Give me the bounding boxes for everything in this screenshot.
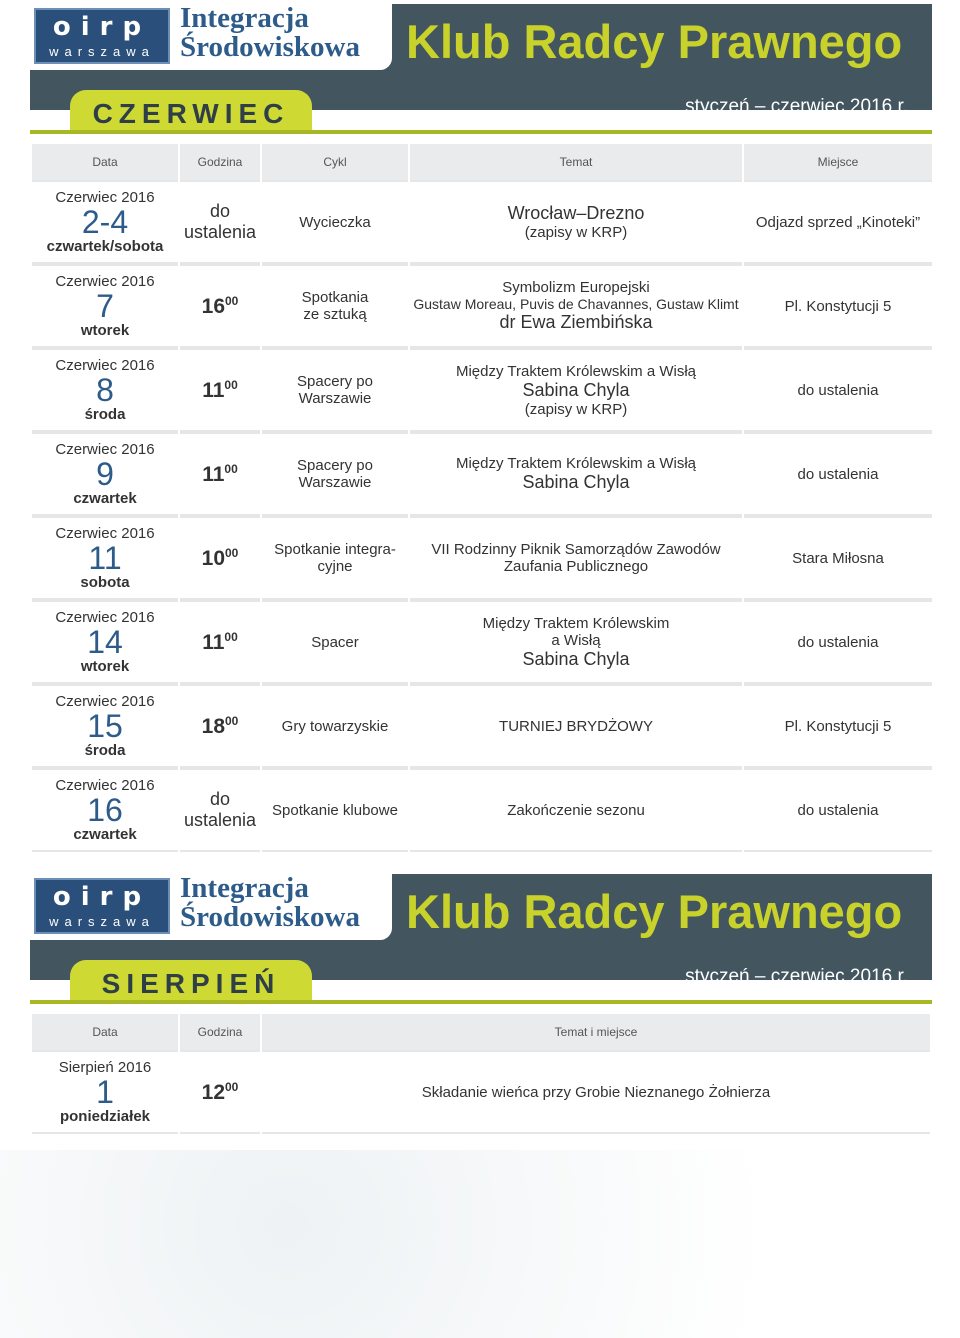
header-cell: Cykl xyxy=(262,144,408,180)
cycle-text-2: cyjne xyxy=(317,558,353,575)
cycle-text: Spacer xyxy=(311,633,359,651)
table-row xyxy=(32,264,932,348)
place-cell xyxy=(744,516,932,600)
date-weekday: czwartek/sobota xyxy=(46,238,164,255)
hour-cell xyxy=(180,432,260,516)
date-weekday: sobota xyxy=(80,574,130,591)
topic-cell xyxy=(410,600,742,684)
date-cell xyxy=(32,684,178,768)
oirp-logo xyxy=(34,8,170,64)
date-month: Czerwiec 2016 xyxy=(55,525,155,542)
integracja-line1: Integracja xyxy=(180,872,309,904)
cycle-text-2: ze sztuką xyxy=(303,306,367,323)
date-cell xyxy=(32,432,178,516)
header-accent-line xyxy=(30,130,932,134)
place-cell xyxy=(744,348,932,432)
schedule-table-czerwiec xyxy=(30,144,934,852)
hour-value: 10 xyxy=(201,546,225,570)
topic-line1: Zakończenie sezonu xyxy=(507,801,645,819)
hour-cell xyxy=(180,348,260,432)
date-cell xyxy=(32,600,178,684)
oirp-logo xyxy=(34,878,170,934)
minute-value: 00 xyxy=(225,293,239,308)
place-cell xyxy=(744,768,932,852)
cycle-cell xyxy=(262,600,408,684)
header-cell: Data xyxy=(32,144,178,180)
header-cell: Temat xyxy=(410,144,742,180)
topic-line1: Między Traktem Królewskim a Wisłą xyxy=(455,362,697,380)
hour-value: 11 xyxy=(202,462,225,486)
hour-cell xyxy=(180,264,260,348)
hour-value: 18 xyxy=(201,714,225,738)
topic-cell xyxy=(410,684,742,768)
header-sierpien xyxy=(30,872,932,999)
hour-text xyxy=(202,715,239,738)
topic-line1: Między Traktem Królewskim xyxy=(482,614,670,632)
header-cell: Godzina xyxy=(180,144,260,180)
hour-text: do xyxy=(209,201,231,221)
date-day: 9 xyxy=(96,456,114,492)
logo-subtext: warszawa xyxy=(49,914,155,929)
club-title: Klub Radcy Prawnego xyxy=(406,15,903,68)
table-header-row xyxy=(32,144,932,180)
date-weekday: poniedziałek xyxy=(59,1108,151,1125)
hour-cell xyxy=(180,1050,260,1134)
month-label: CZERWIEC xyxy=(92,98,290,129)
hour-text-2: ustalenia xyxy=(183,810,257,830)
period-label: styczeń – czerwiec 2016 r. xyxy=(685,966,908,987)
date-cell xyxy=(32,264,178,348)
topic-line1: Między Traktem Królewskim a Wisłą xyxy=(455,455,697,472)
logo-subtext: warszawa xyxy=(49,44,155,59)
date-month: Sierpień 2016 xyxy=(58,1059,152,1076)
place-text: Pl. Konstytucji 5 xyxy=(784,717,892,735)
header-accent-line xyxy=(30,1000,932,1004)
topic-cell xyxy=(410,348,742,432)
cycle-text-2: Warszawie xyxy=(298,390,372,407)
hour-cell xyxy=(180,516,260,600)
month-tab xyxy=(70,90,312,134)
integracja-line2: Środowiskowa xyxy=(180,901,360,933)
hour-cell xyxy=(180,768,260,852)
integracja-title xyxy=(180,4,360,62)
cycle-cell xyxy=(262,516,408,600)
date-cell xyxy=(32,516,178,600)
minute-value: 00 xyxy=(224,377,238,392)
place-cell xyxy=(744,264,932,348)
date-month: Czerwiec 2016 xyxy=(55,777,155,794)
date-weekday: czwartek xyxy=(73,490,137,507)
place-cell xyxy=(744,180,932,264)
cycle-text: Spotkanie klubowe xyxy=(272,801,398,819)
club-title: Klub Radcy Prawnego xyxy=(406,885,903,938)
date-month: Czerwiec 2016 xyxy=(55,189,155,206)
background-decoration xyxy=(0,1150,960,1338)
cycle-cell xyxy=(262,432,408,516)
cycle-text: Wycieczka xyxy=(299,213,371,231)
place-text: Pl. Konstytucji 5 xyxy=(784,297,892,315)
place-text: do ustalenia xyxy=(797,801,879,819)
topic-line1: VII Rodzinny Piknik Samorządów Zawodów xyxy=(431,541,721,558)
table-row xyxy=(32,516,932,600)
header-cell: Miejsce xyxy=(744,144,932,180)
topic-line2: a Wisłą xyxy=(551,631,601,649)
date-day: 2-4 xyxy=(81,204,129,240)
table-row xyxy=(32,1050,930,1134)
place-cell xyxy=(744,684,932,768)
hour-text: do xyxy=(209,789,231,809)
minute-value: 00 xyxy=(224,461,238,476)
integracja-line2: Środowiskowa xyxy=(180,31,360,63)
minute-value: 00 xyxy=(225,713,239,728)
minute-value: 00 xyxy=(225,1079,239,1094)
minute-value: 00 xyxy=(225,545,239,560)
topic-line2: Sabina Chyla xyxy=(522,472,630,492)
topic-line1: Wrocław–Drezno xyxy=(507,203,645,223)
logo-text: oirp xyxy=(52,12,152,42)
topic-line3: (zapisy w KRP) xyxy=(524,400,628,418)
hour-cell xyxy=(180,180,260,264)
date-cell xyxy=(32,1050,178,1134)
header-cell: Temat i miejsce xyxy=(262,1014,930,1050)
month-tab xyxy=(70,960,312,1004)
topic-cell xyxy=(410,180,742,264)
date-day: 1 xyxy=(96,1074,114,1110)
date-cell xyxy=(32,180,178,264)
place-text: do ustalenia xyxy=(797,381,879,399)
cycle-text: Spacery po xyxy=(297,373,373,390)
table-row xyxy=(32,684,932,768)
cycle-cell xyxy=(262,768,408,852)
topic-line1: TURNIEJ BRYDŻOWY xyxy=(499,717,653,735)
month-label: SIERPIEŃ xyxy=(101,968,281,999)
topic-cell xyxy=(410,768,742,852)
topic-cell xyxy=(410,264,742,348)
hour-value: 11 xyxy=(202,630,225,654)
hour-cell xyxy=(180,600,260,684)
topic-cell xyxy=(410,516,742,600)
period-label: styczeń – czerwiec 2016 r. xyxy=(685,96,908,117)
topic-line1: Składanie wieńca przy Grobie Nieznanego Żołnierza xyxy=(421,1083,771,1101)
place-text: do ustalenia xyxy=(797,465,879,483)
date-weekday: środa xyxy=(84,742,126,759)
minute-value: 00 xyxy=(224,629,238,644)
place-cell xyxy=(744,432,932,516)
hour-text xyxy=(202,379,238,402)
cycle-text: Gry towarzyskie xyxy=(281,717,389,735)
logo-text: oirp xyxy=(52,882,152,912)
topic-line2: Sabina Chyla xyxy=(522,379,630,400)
table-header-row xyxy=(32,1014,930,1050)
date-month: Czerwiec 2016 xyxy=(55,273,155,290)
date-day: 15 xyxy=(87,708,123,744)
date-weekday: wtorek xyxy=(80,322,130,339)
date-day: 11 xyxy=(88,540,122,576)
hour-text xyxy=(202,631,238,654)
topic-line2: Gustaw Moreau, Puvis de Chavannes, Gustaw Klimt xyxy=(413,296,739,312)
cycle-cell xyxy=(262,348,408,432)
hour-cell xyxy=(180,684,260,768)
cycle-cell xyxy=(262,264,408,348)
date-month: Czerwiec 2016 xyxy=(55,357,155,374)
hour-value: 11 xyxy=(202,378,225,402)
date-day: 14 xyxy=(87,624,123,660)
table-row xyxy=(32,180,932,264)
hour-value: 16 xyxy=(201,294,225,318)
table-row xyxy=(32,768,932,852)
cycle-text-2: Warszawie xyxy=(298,474,372,491)
hour-text xyxy=(202,295,239,318)
table-row xyxy=(32,600,932,684)
hour-text xyxy=(202,463,238,486)
place-text: Odjazd sprzed „Kinoteki” xyxy=(755,213,921,231)
topic-line2: (zapisy w KRP) xyxy=(524,224,628,241)
date-day: 7 xyxy=(96,288,114,324)
date-cell xyxy=(32,348,178,432)
header-cell: Data xyxy=(32,1014,178,1050)
topic-line1: Symbolizm Europejski xyxy=(502,279,650,296)
topic-cell xyxy=(262,1050,930,1134)
date-cell xyxy=(32,768,178,852)
topic-line3: dr Ewa Ziembińska xyxy=(499,312,653,332)
date-month: Czerwiec 2016 xyxy=(55,441,155,458)
cycle-cell xyxy=(262,684,408,768)
place-cell xyxy=(744,600,932,684)
header-cell: Godzina xyxy=(180,1014,260,1050)
cycle-text: Spacery po xyxy=(297,457,373,474)
integracja-title xyxy=(180,874,360,932)
place-text: Stara Miłosna xyxy=(792,549,884,567)
table-row xyxy=(32,348,932,432)
hour-value: 12 xyxy=(201,1080,225,1104)
table-row xyxy=(32,432,932,516)
cycle-text: Spotkanie integra- xyxy=(274,541,396,558)
hour-text-2: ustalenia xyxy=(183,222,257,242)
integracja-line1: Integracja xyxy=(180,2,309,34)
date-month: Czerwiec 2016 xyxy=(55,693,155,710)
date-day: 8 xyxy=(96,372,114,408)
schedule-table-sierpien xyxy=(30,1014,932,1134)
date-weekday: środa xyxy=(84,406,126,423)
date-weekday: wtorek xyxy=(80,658,130,675)
date-day: 16 xyxy=(87,792,123,828)
date-month: Czerwiec 2016 xyxy=(55,609,155,626)
hour-text xyxy=(202,547,239,570)
topic-line2: Zaufania Publicznego xyxy=(503,558,649,575)
cycle-cell xyxy=(262,180,408,264)
cycle-text: Spotkania xyxy=(301,289,369,306)
topic-cell xyxy=(410,432,742,516)
topic-line3: Sabina Chyla xyxy=(522,648,630,669)
hour-text xyxy=(202,1081,239,1104)
place-text: do ustalenia xyxy=(797,633,879,651)
date-weekday: czwartek xyxy=(73,826,137,843)
header-czerwiec xyxy=(30,2,932,129)
